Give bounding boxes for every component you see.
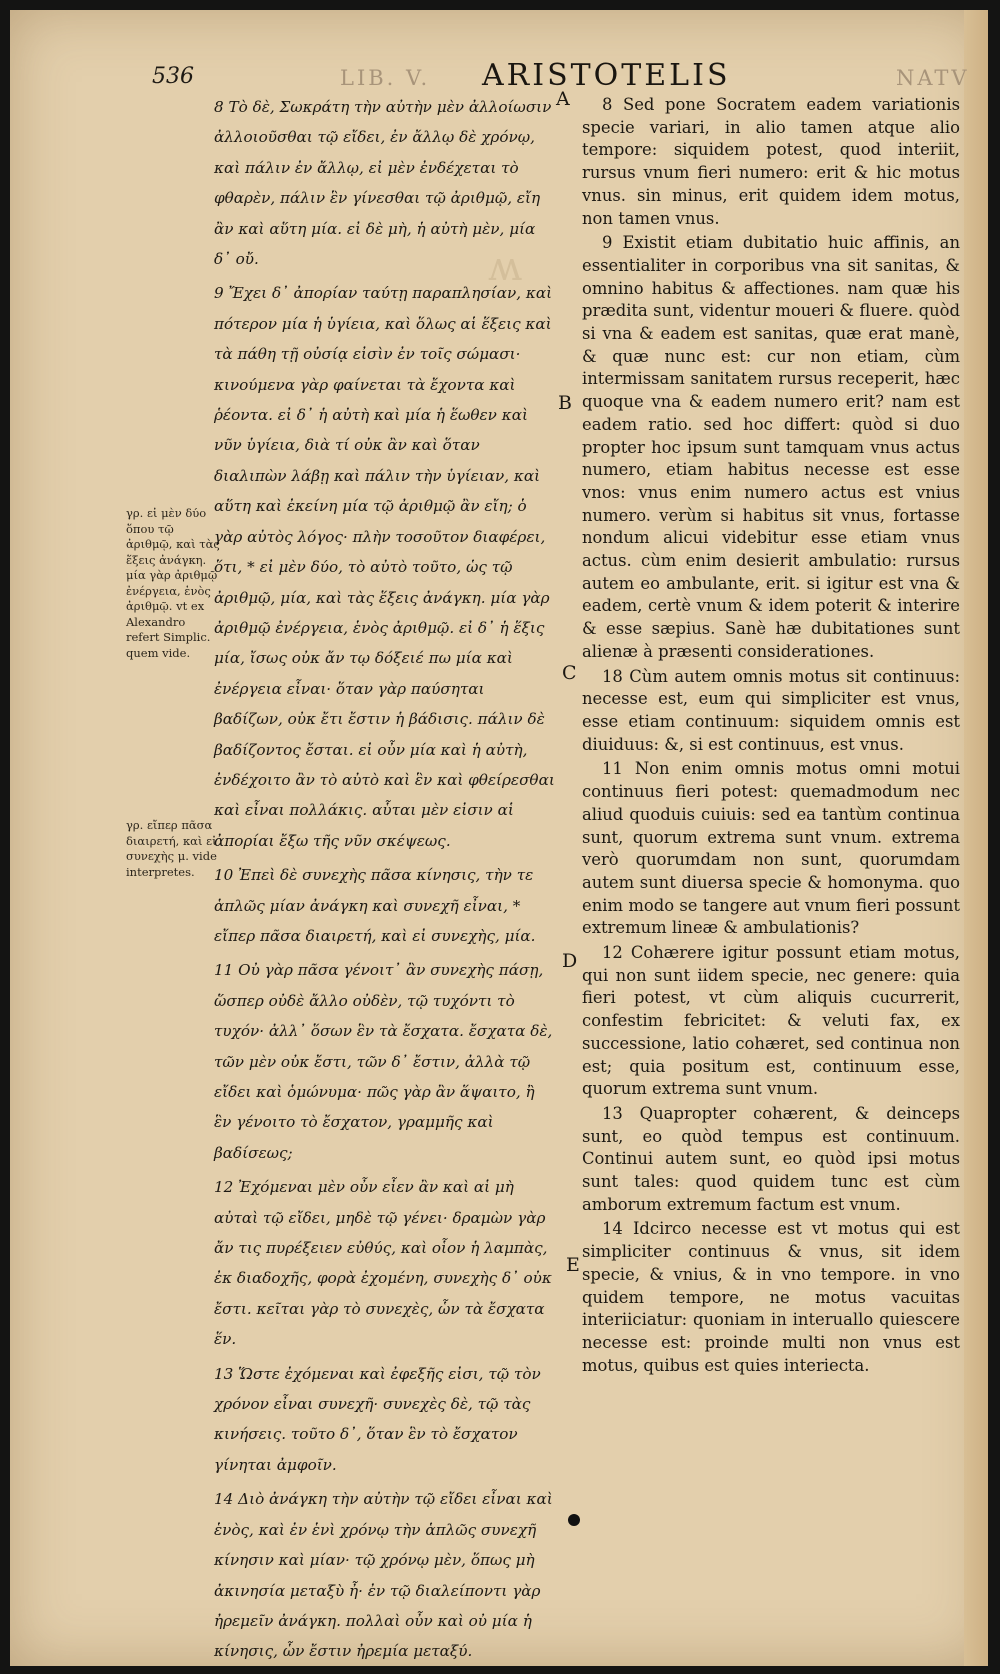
header-book-label: LIB. V.	[340, 66, 431, 90]
latin-paragraph: 14 Idcirco necesse est vt motus qui est simpliciter continuus & vnus, sit idem specie, & vnius, & in vno tempore. in vno quidem tempore, ne motus vacuitas interiiciatur: quoniam in interuallo quiescere necesse est: proinde multi non vnus est motus, quibus est quies interiecta.	[582, 1219, 960, 1375]
latin-column	[582, 94, 960, 1379]
section-letter-b: B	[558, 392, 572, 414]
ink-blot	[568, 1514, 580, 1526]
greek-paragraph: 12 Ἐχόμεναι μὲν οὖν εἶεν ἂν καὶ αἱ μὴ αὐταὶ τῷ εἴδει, μηδὲ τῷ γένει· δραμὼν γὰρ ἄν τις πυρέξειεν εὐθύς, καὶ οἷον ἡ λαμπὰς, ἐκ διαδοχῆς, φορὰ ἐχομένη, συνεχὴς δ᾽ οὐκ ἔστι. κεῖται γὰρ τὸ συνεχὲς, ὧν τὰ ἔσχατα ἕν.	[214, 1178, 552, 1349]
section-letter-c: C	[562, 662, 577, 684]
greek-paragraph: 9 Ἔχει δ᾽ ἀπορίαν ταύτῃ παραπλησίαν, καὶ πότερον μία ἡ ὑγίεια, καὶ ὅλως αἱ ἕξεις καὶ τὰ πάθη τῇ οὐσίᾳ εἰσὶν ἐν τοῖς σώμασι· κινούμενα γὰρ φαίνεται τὰ ἔχοντα καὶ ῥέοντα. εἰ δ᾽ ἡ αὐτὴ καὶ μία ἡ ἕωθεν καὶ νῦν ὑγίεια, διὰ τί οὐκ ἂν καὶ ὅταν διαλιπὼν λάβῃ καὶ πάλιν τὴν ὑγίειαν, καὶ αὕτη καὶ ἐκείνη μία τῷ ἀριθμῷ ἂν εἴη; ὁ γὰρ αὐτὸς λόγος· πλὴν τοσοῦτον διαφέρει, ὅτι, * εἰ μὲν δύο, τὸ αὐτὸ τοῦτο, ὡς τῷ ἀριθμῷ, μία, καὶ τὰς ἕξεις ἀνάγκη. μία γὰρ ἀριθμῷ ἐνέργεια, ἑνὸς ἀριθμῷ. εἰ δ᾽ ἡ ἕξις μία, ἴσως οὐκ ἄν τῳ δόξειέ πω μία καὶ ἐνέργεια εἶναι· ὅταν γὰρ παύσηται βαδίζων, οὐκ ἔτι ἔστιν ἡ βάδισις. πάλιν δὲ βαδίζοντος ἔσται. εἰ οὖν μία καὶ ἡ αὐτὴ, ἐνδέχοιτο ἂν τὸ αὐτὸ καὶ ἓν καὶ φθείρεσθαι καὶ εἶναι πολλάκις. αὗται μὲν εἰσιν αἱ ἀπορίαι ἔξω τῆς νῦν σκέψεως.	[214, 284, 555, 850]
latin-paragraph: 12 Cohærere igitur possunt etiam motus, qui non sunt iidem specie, nec genere: quia fieri potest, vt cùm aliquis cucurrerit, confestim febricitet: & veluti fax, ex successione, latio cohæret, sed continua non est; quia positum est, continuum esse, quorum extrema sunt vnum.	[582, 943, 960, 1099]
latin-paragraph: 11 Non enim omnis motus omni motui continuus fieri potest: quemadmodum nec aliud quoduis cuiuis: sed ea tantùm continua sunt, quorum extrema sunt vnum. extrema verò quorumdam non sunt, quorumdam autem sunt diuersa specie & homonyma. quo enim modo se tangere aut vnum fieri possunt extremum lineæ & ambulationis?	[582, 759, 960, 938]
latin-paragraph: 8 Sed pone Socratem eadem variationis specie variari, in alio tamen atque alio tempore: siquidem potest, quod interiit, rursus vnum fieri numero: erit & hic motus vnus. sin minus, erit quidem idem motus, non tamen vnus.	[582, 95, 960, 228]
greek-paragraph: 11 Οὐ γὰρ πᾶσα γένοιτ᾽ ἂν συνεχὴς πάσῃ, ὥσπερ οὐδὲ ἄλλο οὐδὲν, τῷ τυχόντι τὸ τυχόν· ἀλλ᾽ ὅσων ἓν τὰ ἔσχατα. ἔσχατα δὲ, τῶν μὲν οὐκ ἔστι, τῶν δ᾽ ἔστιν, ἀλλὰ τῷ εἴδει καὶ ὁμώνυμα· πῶς γὰρ ἂν ἅψαιτο, ἢ ἓν γένοιτο τὸ ἔσχατον, γραμμῆς καὶ βαδίσεως;	[214, 961, 553, 1162]
section-letter-e: E	[566, 1254, 580, 1276]
section-letter-d: D	[562, 950, 578, 972]
margin-note: γρ. εἴπερ πᾶσα διαιρετή, καὶ εἰ συνεχὴς μ. vide interpretes.	[126, 818, 217, 879]
margin-note: γρ. εἰ μὲν δύο ὅπου τῷ ἀριθμῷ, καὶ τὰς ἕξεις ἀνάγκη. μία γὰρ ἀριθμῷ ἐνέργεια, ἑνὸς ἀριθμῷ. vt ex Alexandro refert Simplic. quem vide.	[126, 506, 220, 660]
faint-bleedthrough-mark: ʍ	[488, 244, 523, 290]
page-gutter	[964, 10, 988, 1666]
latin-paragraph: 18 Cùm autem omnis motus sit continuus: necesse est, eum qui simpliciter est vnus, esse etiam continuum: siquidem omnis est diuiduus: &, si est continuus, est vnus.	[582, 666, 960, 754]
greek-paragraph: 13 Ὥστε ἐχόμεναι καὶ ἐφεξῆς εἰσι, τῷ τὸν χρόνον εἶναι συνεχῆ· συνεχὲς δὲ, τῷ τὰς κινήσεις. τοῦτο δ᾽, ὅταν ἓν τὸ ἔσχατον γίνηται ἀμφοῖν.	[214, 1364, 541, 1474]
latin-paragraph: 13 Quapropter cohærent, & deinceps sunt, eo quòd tempus est continuum. Continui autem sunt, eo quòd ipsi motus sunt tales: quod quidem tunc est cùm amborum extremum factum est vnum.	[582, 1103, 960, 1214]
header-faint-right: NATV	[896, 66, 970, 90]
greek-paragraph: 14 Διὸ ἀνάγκη τὴν αὐτὴν τῷ εἴδει εἶναι καὶ ἑνὸς, καὶ ἐν ἑνὶ χρόνῳ τὴν ἁπλῶς συνεχῆ κίνησιν καὶ μίαν· τῷ χρόνῳ μὲν, ὅπως μὴ ἀκινησία μεταξὺ ἦ· ἐν τῷ διαλείποντι γὰρ ἠρεμεῖν ἀνάγκη. πολλαὶ οὖν καὶ οὐ μία ἡ κίνησις, ὧν ἔστιν ἠρεμία μεταξύ.	[214, 1490, 553, 1661]
greek-paragraph: 10 Ἐπεὶ δὲ συνεχὴς πᾶσα κίνησις, τὴν τε ἁπλῶς μίαν ἀνάγκη καὶ συνεχῆ εἶναι, * εἴπερ πᾶσα διαιρετή, καὶ εἰ συνεχὴς, μία.	[214, 866, 536, 945]
section-letter-a: A	[556, 88, 570, 110]
latin-paragraph: 9 Existit etiam dubitatio huic affinis, an essentialiter in corporibus vna sit sanitas, & omnino habitus & affectiones. nam quæ his prædita sunt, videntur moueri & fluere. quòd si vna & eadem est sanitas, quæ erat manè, & quæ nunc est: cur non etiam, cùm intermissam sanitatem rursus receperit, hæc quoque vna & eadem numero erit? nam est eadem ratio. sed hoc differt: quòd si duo propter hoc ipsum sunt tamquam vnus actus numero, etiam habitus necesse est esse vnos: vnus enim numero actus est vnius numero. verùm si habitus sit vnus, fortasse nondum alicui videbitur esse etiam vnus actus. cùm enim desierit ambulatio: rursus autem eo ambulante, erit. si igitur est vna & eadem, certè vnum & idem poterit & interire & esse sæpius. Sanè hæ dubitationes sunt alienæ à præsenti considerationes.	[582, 233, 960, 661]
greek-column	[214, 92, 556, 1671]
header-title: ARISTOTELIS	[482, 58, 731, 93]
greek-paragraph: 8 Τὸ δὲ, Σωκράτη τὴν αὐτὴν μὲν ἀλλοίωσιν ἀλλοιοῦσθαι τῷ εἴδει, ἐν ἄλλῳ δὲ χρόνῳ, καὶ πάλιν ἐν ἄλλῳ, εἰ μὲν ἐνδέχεται τὸ φθαρὲν, πάλιν ἓν γίνεσθαι τῷ ἀριθμῷ, εἴη ἂν καὶ αὕτη μία. εἰ δὲ μὴ, ἡ αὐτὴ μὲν, μία δ᾽ οὔ.	[214, 98, 552, 269]
page-number: 536	[152, 64, 194, 89]
book-page	[10, 10, 988, 1666]
